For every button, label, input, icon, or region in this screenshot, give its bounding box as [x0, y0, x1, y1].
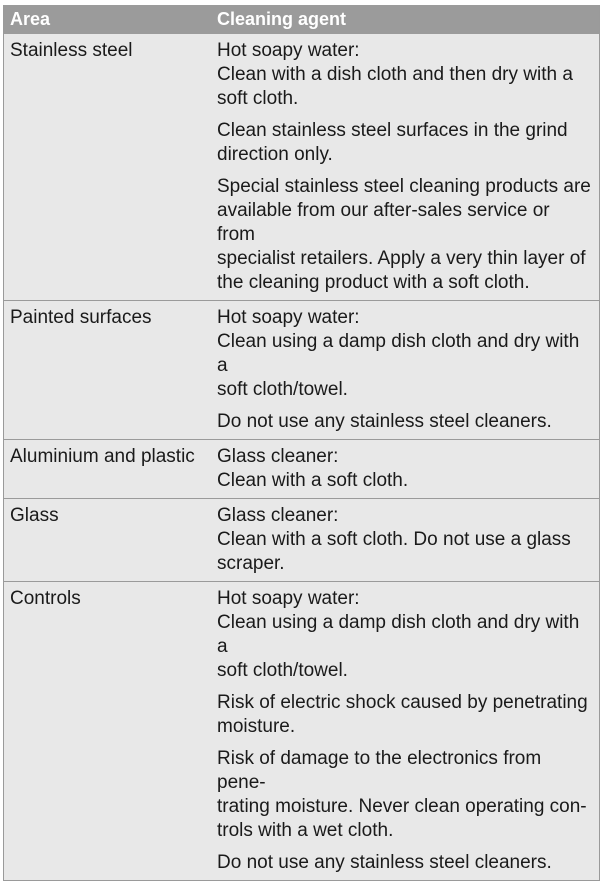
instruction-line: available from our after-sales service or from: [217, 200, 550, 245]
instruction-line: Glass cleaner:: [217, 505, 339, 526]
cleaning-agent-cell: [209, 440, 599, 498]
instruction-line: Clean stainless steel surfaces in the grind: [217, 120, 568, 141]
cleaning-agent-cell: [209, 301, 599, 439]
table-row: [4, 300, 599, 439]
cleaning-instruction: [217, 445, 591, 493]
cleaning-instruction: [217, 587, 591, 683]
instruction-line: trols with a wet cloth.: [217, 820, 394, 841]
instruction-line: moisture.: [217, 716, 296, 737]
instruction-line: Clean using a damp dish cloth and dry with a: [217, 612, 580, 657]
instruction-line: Do not use any stainless steel cleaners.: [217, 852, 552, 873]
cleaning-instruction: [217, 410, 591, 434]
area-cell: Aluminium and plastic: [10, 446, 195, 467]
instruction-line: scraper.: [217, 553, 285, 574]
instruction-line: the cleaning product with a soft cloth.: [217, 272, 530, 293]
table-row: [4, 498, 599, 581]
instruction-line: Risk of damage to the electronics from pene-: [217, 748, 542, 793]
instruction-line: Hot soapy water:: [217, 40, 360, 61]
instruction-line: specialist retailers. Apply a very thin layer of: [217, 248, 586, 269]
instruction-line: Do not use any stainless steel cleaners.: [217, 411, 552, 432]
instruction-line: Clean using a damp dish cloth and dry with a: [217, 331, 580, 376]
area-cell: Controls: [10, 588, 81, 609]
area-cell: Painted surfaces: [10, 307, 152, 328]
area-cell: Glass: [10, 505, 59, 526]
cleaning-instruction: [217, 306, 591, 402]
table-body: [4, 34, 599, 880]
instruction-line: direction only.: [217, 144, 333, 165]
cleaning-table: [3, 5, 600, 881]
cleaning-instruction: [217, 504, 591, 576]
cleaning-instruction: [217, 691, 591, 739]
instruction-line: soft cloth/towel.: [217, 379, 348, 400]
instruction-line: Clean with a soft cloth. Do not use a glass: [217, 529, 571, 550]
cleaning-instruction: [217, 175, 591, 295]
instruction-line: Risk of electric shock caused by penetrating: [217, 692, 588, 713]
cleaning-agent-cell: [209, 582, 599, 880]
cleaning-agent-cell: [209, 34, 599, 300]
cleaning-instruction: [217, 39, 591, 111]
instruction-line: soft cloth/towel.: [217, 660, 348, 681]
instruction-line: Hot soapy water:: [217, 307, 360, 328]
instruction-line: Clean with a dish cloth and then dry with a: [217, 64, 573, 85]
instruction-line: Hot soapy water:: [217, 588, 360, 609]
cleaning-instruction: [217, 747, 591, 843]
cleaning-instruction: [217, 851, 591, 875]
cleaning-instruction: [217, 119, 591, 167]
table-row: [4, 34, 599, 300]
header-area: Area: [10, 9, 51, 29]
instruction-line: Special stainless steel cleaning products are: [217, 176, 591, 197]
table-row: [4, 439, 599, 498]
instruction-line: trating moisture. Never clean operating con-: [217, 796, 587, 817]
cleaning-agent-cell: [209, 499, 599, 581]
area-cell: Stainless steel: [10, 40, 133, 61]
table-row: [4, 581, 599, 880]
instruction-line: Clean with a soft cloth.: [217, 470, 409, 491]
instruction-line: soft cloth.: [217, 88, 299, 109]
instruction-line: Glass cleaner:: [217, 446, 339, 467]
header-cleaning-agent: Cleaning agent: [217, 9, 347, 29]
table-header: [4, 5, 599, 34]
